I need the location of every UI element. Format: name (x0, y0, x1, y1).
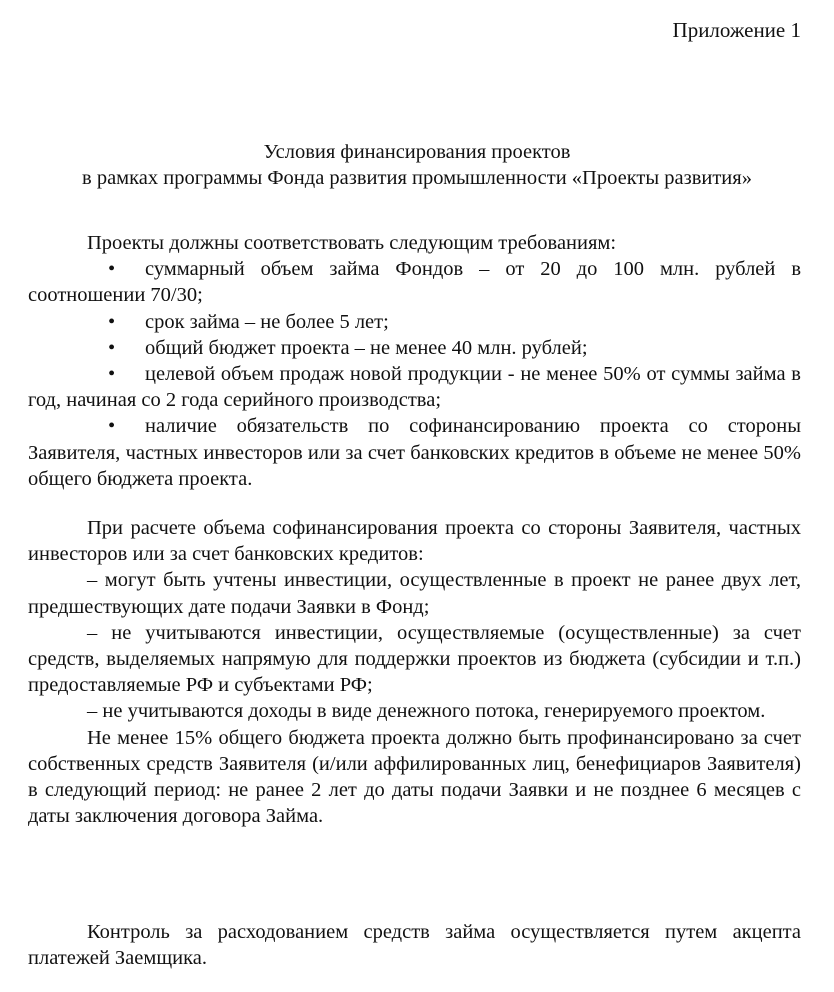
cofinancing-item: – могут быть учтены инвестиции, осуществленные в проект не ранее двух лет, предшествующих дате подачи Заявки в Фонд; (28, 569, 801, 618)
requirements-intro: Проекты должны соответствовать следующим требованиям: (87, 232, 617, 254)
bullet-icon: • (108, 310, 116, 333)
own-funds-paragraph: Не менее 15% общего бюджета проекта должно быть профинансировано за счет собственных средств Заявителя (и/или аффилированных лиц, бенефициаров Заявителя) в следующий период: не ранее 2 лет до даты подачи Заявки и не позднее 6 месяцев с даты заключения договора Займа. (28, 726, 801, 828)
title-line-2: в рамках программы Фонда развития промышленности «Проекты развития» (82, 167, 752, 189)
requirement-item (28, 256, 801, 308)
requirement-item (28, 413, 801, 492)
cofinancing-intro: При расчете объема софинансирования проекта со стороны Заявителя, частных инвесторов или за счет банковских кредитов: (28, 517, 801, 566)
control-paragraph: Контроль за расходованием средств займа осуществляется путем акцепта платежей Заемщика. (28, 921, 801, 970)
requirements-section (28, 230, 801, 492)
cofinancing-section (28, 515, 801, 829)
bullet-icon: • (108, 258, 116, 281)
bullet-icon: • (108, 363, 116, 386)
cofinancing-item: – не учитываются инвестиции, осуществляемые (осуществленные) за счет средств, выделяемых напрямую для поддержки проектов из бюджета (субсидии и т.п.) предоставляемые РФ и субъектами РФ; (28, 621, 801, 697)
requirement-item (28, 309, 801, 335)
title-line-1: Условия финансирования проектов (263, 141, 571, 163)
requirement-text: целевой объем продаж новой продукции - не менее 50% от суммы займа в год, начиная со 2 года серийного производства; (28, 363, 801, 412)
requirement-text: общий бюджет проекта – не менее 40 млн. рублей; (145, 336, 588, 359)
requirement-text: наличие обязательств по софинансированию проекта со стороны Заявителя, частных инвесторов или за счет банковских кредитов в объеме не менее 50% общего бюджета проекта. (28, 415, 801, 490)
requirement-item (28, 335, 801, 361)
requirement-text: срок займа – не более 5 лет; (145, 310, 389, 333)
appendix-label: Приложение 1 (672, 18, 801, 42)
control-section (28, 919, 801, 971)
bullet-icon: • (108, 415, 116, 438)
requirement-item (28, 361, 801, 413)
requirement-text: суммарный объем займа Фондов – от 20 до 100 млн. рублей в соотношении 70/30; (28, 258, 801, 307)
cofinancing-item: – не учитываются доходы в виде денежного потока, генерируемого проектом. (87, 700, 766, 723)
document-title (0, 139, 834, 191)
bullet-icon: • (108, 336, 116, 359)
